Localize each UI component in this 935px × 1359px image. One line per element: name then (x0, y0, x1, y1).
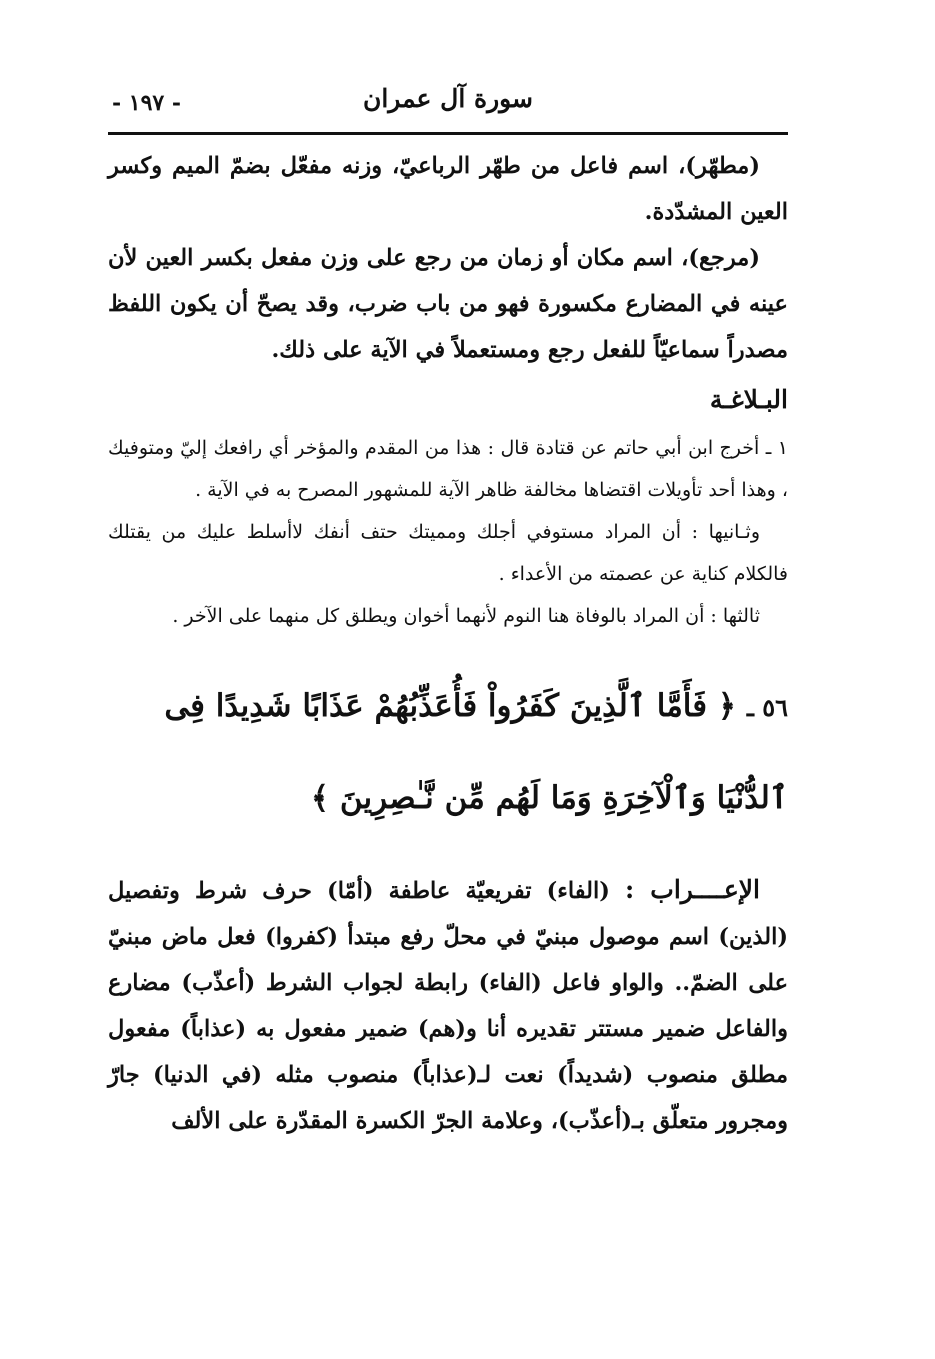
quran-verse (108, 661, 788, 843)
irab-title: الإعــــراب : (625, 875, 760, 904)
surah-title: سورة آل عمران (362, 84, 534, 113)
balagha-title: البـلاغـة (709, 385, 788, 414)
page (108, 80, 788, 1144)
irab-text: (الفاء) تفريعيّة عاطفة (أمّا) حرف شرط وتفصيل (الذين) اسم موصول مبنيّ في محلّ رفع مبتدأ (كفروا) فعل ماض مبنيّ على الضمّ.. والواو فاعل (الفاء) رابطة لجواب الشرط (أعذّب) مضارع والفاعل ضمير مستتر تقديره أنا و(هم) ضمير مفعول به (عذاباً) مفعول مطلق منصوب (شديداً) نعت لـ(عذاباً) منصوب مثله (في الدنيا) جارّ ومجرور متعلّق بـ(أعذّب)، وعلامة الجرّ الكسرة المقدّرة على الألف (108, 878, 788, 1134)
header-rule (108, 132, 788, 135)
balagha-paragraph-1: ١ ـ أخرج ابن أبي حاتم عن قتادة قال : هذا من المقدم والمؤخر أي رافعك إليّ ومتوفيك ، وهذا أحد تأويلات اقتضاها مخالفة ظاهر الآية للمشهور المصرح به في الآية . (108, 437, 788, 501)
sarf-paragraph-1: (مطهّر)، اسم فاعل من طهّر الرباعيّ، وزنه مفعّل بضمّ الميم وكسر العين المشدّدة. (108, 153, 788, 225)
verse-text: ﴿ فَأَمَّا ٱلَّذِينَ كَفَرُواْ فَأُعَذِّبُهُمْ عَذَابًا شَدِيدًا فِى ٱلدُّنْيَا وَٱلْآخِرَةِ وَمَا لَهُم مِّن نَّـٰصِرِينَ ﴾ (164, 688, 788, 816)
sarf-paragraph-2: (مرجع)، اسم مكان أو زمان من رجع على وزن مفعل بكسر العين لأن عينه في المضارع مكسورة فهو من باب ضرب، وقد يصحّ أن يكون اللفظ مصدراً سماعيّاً للفعل رجع ومستعملاً في الآية على ذلك. (108, 245, 788, 363)
page-number: - ١٩٧ - (112, 90, 182, 116)
verse-number: ٥٦ ـ (746, 693, 788, 722)
irab-paragraph (108, 867, 788, 1144)
page-header (108, 80, 788, 132)
balagha-paragraph-2: وثـانيها : أن المراد مستوفي أجلك ومميتك حتف أنفك لاأسلط عليك من يقتلك فالكلام كناية عن عصمته من الأعداء . (108, 521, 788, 585)
balagha-paragraph-3: ثالثها : أن المراد بالوفاة هنا النوم لأنهما أخوان ويطلق كل منهما على الآخر . (172, 605, 760, 627)
